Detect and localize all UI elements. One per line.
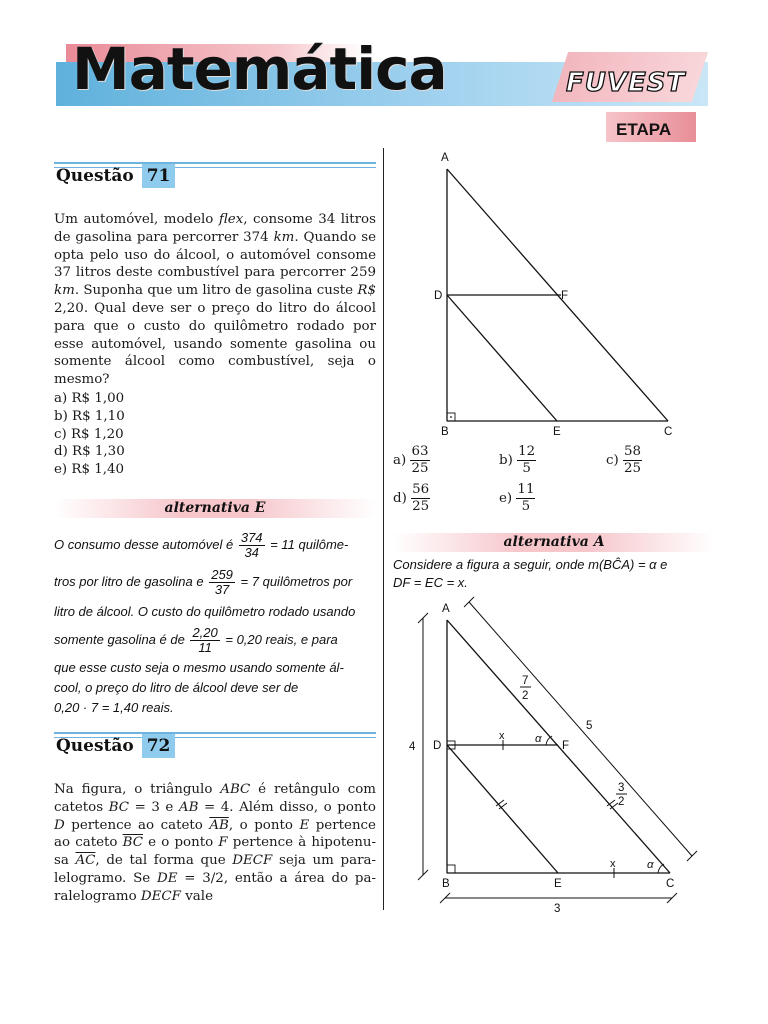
statement-math: BC <box>108 799 130 815</box>
angle-label-alpha: α <box>647 859 654 871</box>
solution-text: tros por litro de gasolina e <box>54 574 204 589</box>
length-label-5: 5 <box>586 720 593 732</box>
statement-math: DECF <box>140 888 181 904</box>
statement-text: pertence ao cateto <box>64 817 210 833</box>
vertex-label-c: C <box>666 878 675 890</box>
answer-bar-q71: alternativa E <box>54 499 376 518</box>
fraction-numerator: 374 <box>240 530 263 546</box>
question-72-heading <box>56 734 175 758</box>
fraction-denominator: 25 <box>412 499 430 514</box>
fraction <box>411 482 430 515</box>
statement-math: $\overline{AB}$ <box>209 817 229 833</box>
fraction-denominator: 2 <box>522 690 529 702</box>
vertex-label-d: D <box>433 740 442 752</box>
option-d: d) R$ 1,30 <box>54 444 125 460</box>
answer-option-c <box>606 444 642 477</box>
statement-text: = 4. Além disso, o ponto <box>198 799 376 815</box>
vertex-label-d: D <box>434 290 443 302</box>
statement-text: lelogramo. Se <box>54 870 157 886</box>
right-angle-dot <box>450 416 452 418</box>
statement-text: . Suponha que um litro de gasolina custe <box>74 283 358 299</box>
question-71-heading <box>56 164 175 188</box>
statement-text: , o ponto <box>228 817 300 833</box>
question-72-statement <box>54 781 376 906</box>
statement-text: ralelogramo <box>54 888 141 904</box>
fraction <box>516 482 535 515</box>
fraction <box>517 444 536 477</box>
statement-text: pertence <box>309 817 376 833</box>
question-71-options <box>54 390 254 479</box>
exam-name: FUVEST <box>566 68 686 98</box>
vertex-label-b: B <box>441 426 449 438</box>
vertex-label-a: A <box>441 152 449 164</box>
statement-math: DE <box>156 870 178 886</box>
option-b: b) R$ 1,10 <box>54 408 125 424</box>
statement-text: seja um para- <box>272 853 376 869</box>
fraction-numerator: 63 <box>411 444 429 459</box>
statement-math: $\overline{BC}$ <box>122 835 143 851</box>
fraction <box>209 568 235 597</box>
statement-math: D <box>54 817 65 833</box>
question-71-solution <box>54 528 380 718</box>
solution-text: que esse custo seja o mesmo usando somente ál- <box>54 660 344 675</box>
fraction-denominator: 5 <box>522 461 531 476</box>
statement-text: km <box>273 229 295 245</box>
vertex-label-c: C <box>664 426 673 438</box>
answer-option-a <box>393 444 430 477</box>
statement-math: DECF <box>232 853 273 869</box>
answer-option-d <box>393 482 430 515</box>
fraction-denominator: 5 <box>521 499 531 514</box>
statement-math: AB <box>178 799 199 815</box>
statement-text: flex <box>218 212 244 227</box>
fraction-numerator: 11 <box>517 482 535 497</box>
statement-text: sa <box>54 853 76 869</box>
statement-math: $\overline{AC}$ <box>75 853 96 869</box>
statement-text: catetos <box>54 799 109 815</box>
solution-text: 0,20 · 7 = 1,40 reais. <box>54 700 174 715</box>
fraction-denominator: 25 <box>624 461 642 476</box>
solution-text: DF = EC = x. <box>393 575 468 590</box>
solution-text: somente gasolina é de <box>54 632 185 647</box>
statement-text: vale <box>180 888 213 904</box>
vertex-label-f: F <box>562 740 570 752</box>
solution-text: cool, o preço do litro de álcool deve ser de <box>54 680 299 695</box>
statement-text: é retângulo com <box>250 782 376 797</box>
statement-text: Um automóvel, modelo <box>54 212 219 227</box>
option-letter: c) <box>606 453 619 468</box>
statement-math: E <box>299 817 310 833</box>
fraction-denominator: 37 <box>214 582 230 598</box>
fraction <box>623 444 642 477</box>
statement-text: km <box>54 283 75 299</box>
option-letter: b) <box>499 453 513 468</box>
solution-text: Considere a figura a seguir, onde m(BĈA) = α e <box>393 557 668 572</box>
question-label: Questão <box>56 736 134 756</box>
statement-text: 2,20. Qual deve ser o preço do litro do álcool para que o custo do quilômetro rodado por esse automóvel, usando somente gasolina ou somente álcool como combustível, seja o mesmo? <box>54 300 376 388</box>
side-ac <box>447 620 670 873</box>
answer-option-b <box>499 444 536 477</box>
vertex-label-a: A <box>442 603 450 615</box>
statement-text: R$ <box>357 283 376 299</box>
length-label-3: 3 <box>554 903 561 915</box>
fraction-denominator: 25 <box>411 461 429 476</box>
triangle-figure <box>420 145 690 440</box>
length-label-x: x <box>499 730 505 742</box>
fraction <box>239 531 265 560</box>
statement-math: F <box>218 835 228 851</box>
answer-bar-q72: alternativa A <box>393 533 715 552</box>
option-letter: a) <box>393 453 407 468</box>
option-letter: d) <box>393 491 407 506</box>
option-a: a) R$ 1,00 <box>54 391 125 406</box>
question-72-solution <box>393 556 723 592</box>
segment-de <box>447 745 558 873</box>
question-label: Questão <box>56 166 134 186</box>
statement-text: = 3/2, então a área do pa- <box>177 870 376 886</box>
solution-text: litro de álcool. O custo do quilômetro rodado usando <box>54 604 356 619</box>
right-angle-mark-b <box>447 865 455 873</box>
fraction-denominator: 11 <box>198 640 212 656</box>
dimension-ac <box>469 602 692 856</box>
solution-text: = 7 quilômetros por <box>240 574 353 589</box>
solution-text: = 0,20 reais, e para <box>225 632 338 647</box>
fraction-numerator: 259 <box>211 567 233 583</box>
fraction-numerator: 56 <box>412 482 430 497</box>
question-71-statement <box>54 211 376 389</box>
solution-text: O consumo desse automóvel é <box>54 537 234 552</box>
angle-label-alpha: α <box>535 733 542 745</box>
fraction-numerator: 2,20 <box>192 625 218 641</box>
question-number: 71 <box>142 164 176 188</box>
length-label-x: x <box>610 858 616 870</box>
statement-text: pertence à hipotenu- <box>227 835 377 851</box>
column-divider <box>383 148 384 910</box>
option-letter: e) <box>499 491 513 506</box>
vertex-label-e: E <box>554 878 562 890</box>
segment-de <box>447 295 557 421</box>
vertex-label-b: B <box>442 878 450 890</box>
statement-text: Na figura, o triângulo <box>54 782 221 797</box>
statement-text: , de tal forma que <box>95 853 233 869</box>
publisher-name: ETAPA <box>616 120 672 139</box>
option-c: c) R$ 1,20 <box>54 426 124 442</box>
page-title: Matemática <box>72 35 447 103</box>
fraction-numerator: 7 <box>522 675 529 687</box>
statement-math: ABC <box>220 782 251 797</box>
vertex-label-f: F <box>561 290 569 302</box>
fraction <box>410 444 429 477</box>
option-e: e) R$ 1,40 <box>54 462 125 478</box>
statement-text: e o ponto <box>142 835 219 851</box>
fraction-numerator: 58 <box>624 444 642 459</box>
answer-option-e <box>499 482 535 515</box>
fraction-denominator: 2 <box>618 796 625 808</box>
fraction-denominator: 34 <box>244 545 259 561</box>
statement-text: ao cateto <box>54 835 123 851</box>
fraction-numerator: 12 <box>518 444 536 459</box>
statement-text: . Quando se opta pelo uso do álcool, o automóvel consome 37 litros deste combustível para percorrer 259 <box>54 229 376 281</box>
question-number: 72 <box>142 734 176 758</box>
fraction-numerator: 3 <box>618 782 625 794</box>
fraction <box>190 626 219 655</box>
solution-text: = 11 quilôme- <box>270 537 349 552</box>
solution-figure <box>395 590 715 915</box>
length-label-4: 4 <box>409 741 416 753</box>
vertex-label-e: E <box>553 426 561 438</box>
statement-text: , consome 34 litros de gasolina para percorrer 374 <box>54 212 376 245</box>
statement-text: = 3 e <box>129 799 179 815</box>
